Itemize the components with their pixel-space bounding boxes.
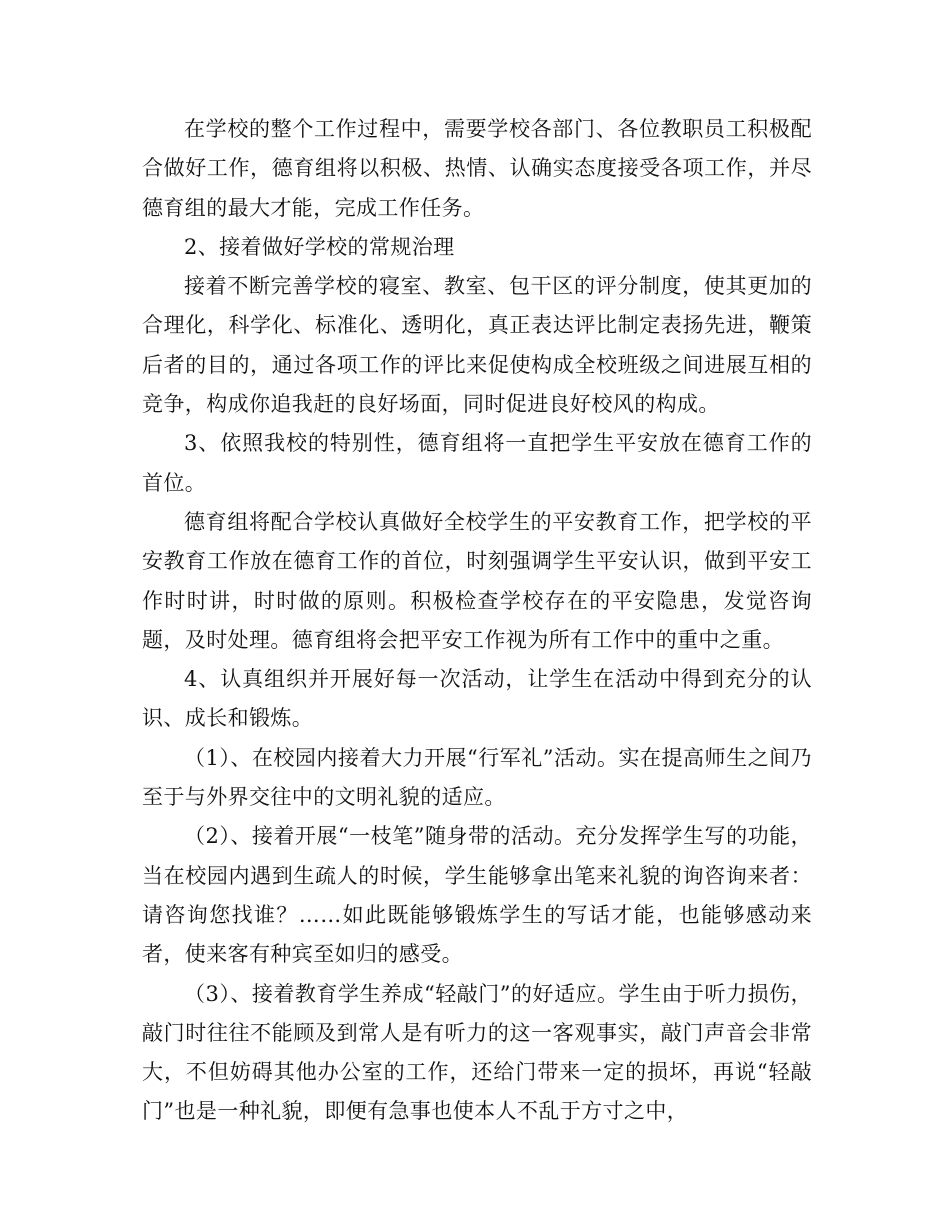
section-heading-4: 4、认真组织并开展好每一次活动，让学生在活动中得到充分的认识、成长和锻炼。	[142, 667, 812, 731]
paragraph-safety-education: 德育组将配合学校认真做好全校学生的平安教育工作，把学校的平安教育工作放在德育工作的首位，时刻强调学生平安认识，做到平安工作时时讲，时时做的原则。积极检查学校存在的平安隐患，发觉咨询题，及时处理。德育组将会把平安工作视为所有工作中的重中之重。	[142, 509, 812, 652]
paragraph-item-1: （1）、在校园内接着大力开展“行军礼”活动。实在提高师生之间乃至于与外界交往中的文明礼貌的适应。	[142, 745, 812, 810]
paragraph-routine-management: 接着不断完善学校的寝室、教室、包干区的评分制度，使其更加的合理化，科学化、标准化、透明化，真正表达评比制定表扬先进，鞭策后者的目的，通过各项工作的评比来促使构成全校班级之间进展互相的竞争，构成你追我赶的良好场面，同时促进良好校风的构成。	[142, 274, 812, 417]
document-body	[142, 110, 812, 1132]
section-heading-2: 2、接着做好学校的常规治理	[184, 234, 455, 259]
paragraph-intro: 在学校的整个工作过程中，需要学校各部门、各位教职员工积极配合做好工作，德育组将以积极、热情、认确实态度接受各项工作，并尽德育组的最大才能，完成工作任务。	[142, 117, 812, 220]
paragraph-item-3: （3）、接着教育学生养成“轻敲门”的好适应。学生由于听力损伤，敲门时往往不能顾及到常人是有听力的这一客观事实，敲门声音会非常大，不但妨碍其他办公室的工作，还给门带来一定的损坏，再说“轻敲门”也是一种礼貌，即便有急事也使本人不乱于方寸之中，	[142, 981, 812, 1124]
paragraph-item-2: （2）、接着开展“一枝笔”随身带的活动。充分发挥学生写的功能，当在校园内遇到生疏人的时候，学生能够拿出笔来礼貌的询咨询来者：请咨询您找谁？……如此既能够锻炼学生的写话才能，也能够感动来者，使来客有种宾至如归的感受。	[142, 824, 812, 967]
section-heading-3: 3、依照我校的特别性，德育组将一直把学生平安放在德育工作的首位。	[142, 431, 812, 495]
